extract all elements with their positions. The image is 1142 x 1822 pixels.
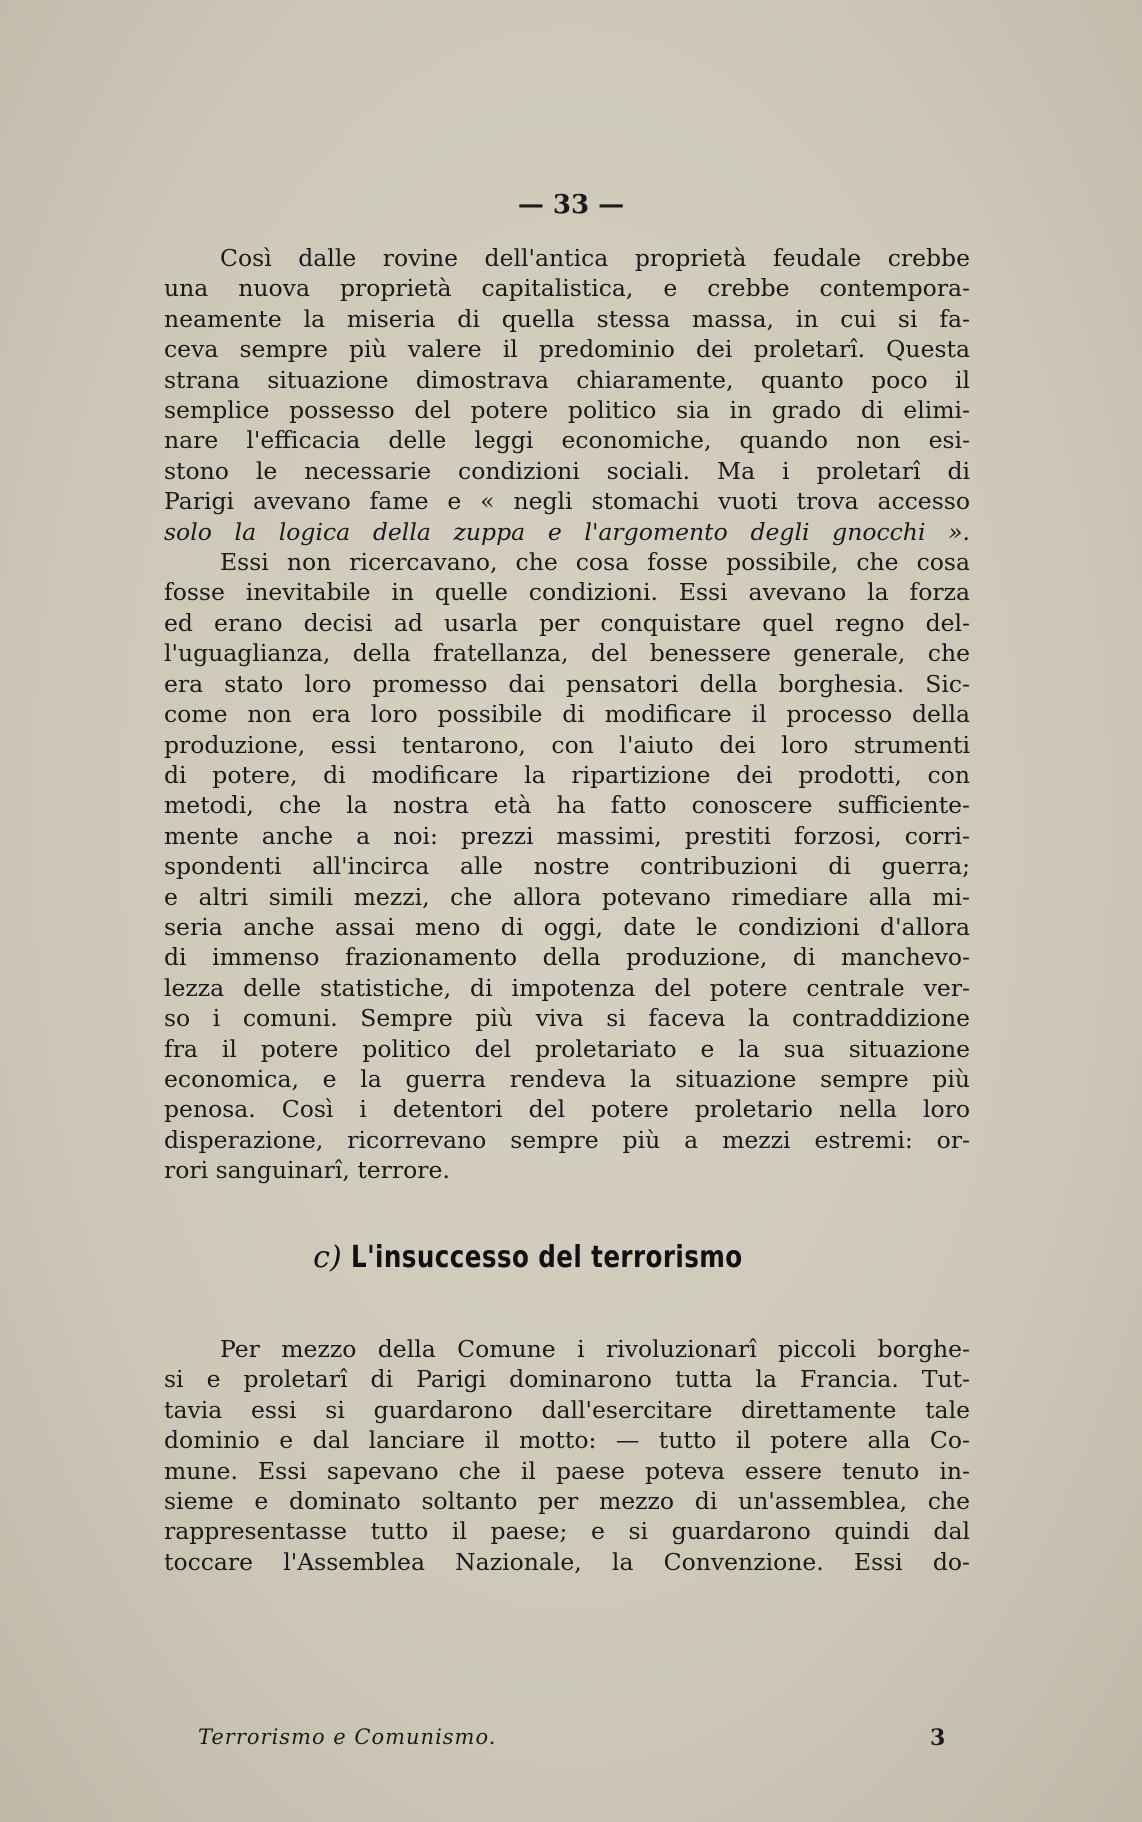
text-line: seria anche assai meno di oggi, date le condizioni d'allora [164, 912, 970, 941]
text-line: toccare l'Assemblea Nazionale, la Convenzione. Essi do- [164, 1547, 970, 1576]
text-line: una nuova proprietà capitalistica, e crebbe contempora- [164, 274, 970, 303]
text-line: lezza delle statistiche, di impotenza del potere centrale ver- [164, 973, 970, 1002]
text-line: so i comuni. Sempre più viva si faceva la contraddizione [164, 1004, 970, 1033]
text-line: produzione, essi tentarono, con l'aiuto dei loro strumenti [164, 730, 970, 759]
footer-book-title: Terrorismo e Comunismo. [198, 1725, 497, 1749]
text-line: mune. Essi sapevano che il paese poteva essere tenuto in- [164, 1456, 970, 1485]
text-line: penosa. Così i detentori del potere proletario nella loro [164, 1095, 970, 1124]
text-line: era stato loro promesso dai pensatori della borghesia. Sic- [164, 669, 970, 698]
text-line: di immenso frazionamento della produzione, di manchevo- [164, 943, 970, 972]
text-line: sieme e dominato soltanto per mezzo di un'assemblea, che [164, 1487, 970, 1516]
text-line: Per mezzo della Comune i rivoluzionarî piccoli borghe- [220, 1335, 970, 1363]
text-line: metodi, che la nostra età ha fatto conoscere sufficiente- [164, 791, 970, 820]
text-line: Parigi avevano fame e « negli stomachi vuoti trova accesso [164, 487, 970, 516]
text-line: disperazione, ricorrevano sempre più a mezzi estremi: or- [164, 1125, 970, 1154]
section-heading [0, 1240, 1142, 1275]
text-line: dominio e dal lanciare il motto: — tutto il potere alla Co- [164, 1426, 970, 1455]
text-line: e altri simili mezzi, che allora potevano rimediare alla mi- [164, 882, 970, 911]
text-line: ed erano decisi ad usarla per conquistare quel regno del- [164, 608, 970, 637]
section-letter: c) [313, 1240, 342, 1275]
text-line: fra il potere politico del proletariato e la sua situazione [164, 1034, 970, 1063]
text-line: spondenti all'incirca alle nostre contribuzioni di guerra; [164, 852, 970, 881]
text-line: rori sanguinarî, terrore. [164, 1156, 450, 1185]
text-line: solo la logica della zuppa e l'argomento degli gnocchi ». [164, 517, 970, 546]
text-line: Essi non ricercavano, che cosa fosse possibile, che cosa [220, 548, 970, 577]
page-number: — 33 — [517, 190, 625, 220]
text-line: tavia essi si guardarono dall'esercitare direttamente tale [164, 1395, 970, 1424]
text-line: di potere, di modificare la ripartizione dei prodotti, con [164, 760, 970, 789]
text-line: come non era loro possibile di modificare il processo della [164, 700, 970, 729]
text-line: ceva sempre più valere il predominio dei proletarî. Questa [164, 335, 970, 364]
text-line: rappresentasse tutto il paese; e si guardarono quindi dal [164, 1517, 970, 1546]
text-line: nare l'efficacia delle leggi economiche, quando non esi- [164, 426, 970, 455]
text-line: si e proletarî di Parigi dominarono tutta la Francia. Tut- [164, 1365, 970, 1394]
text-line: fosse inevitabile in quelle condizioni. Essi avevano la forza [164, 578, 970, 607]
text-line: mente anche a noi: prezzi massimi, prestiti forzosi, corri- [164, 821, 970, 850]
text-line: Così dalle rovine dell'antica proprietà feudale crebbe [220, 244, 970, 272]
paragraph-2 [164, 1334, 970, 1577]
text-line: semplice possesso del potere politico sia in grado di elimi- [164, 396, 970, 425]
text-line: economica, e la guerra rendeva la situazione sempre più [164, 1064, 970, 1093]
text-line: strana situazione dimostrava chiaramente, quanto poco il [164, 365, 970, 394]
paragraph-1 [164, 243, 970, 1186]
text-line: l'uguaglianza, della fratellanza, del benessere generale, che [164, 639, 970, 668]
text-line: neamente la miseria di quella stessa massa, in cui si fa- [164, 304, 970, 333]
footer-signature: 3 [930, 1725, 946, 1751]
section-title: L'insuccesso del terrorismo [351, 1240, 743, 1275]
text-line: stono le necessarie condizioni sociali. Ma i proletarî di [164, 456, 970, 485]
